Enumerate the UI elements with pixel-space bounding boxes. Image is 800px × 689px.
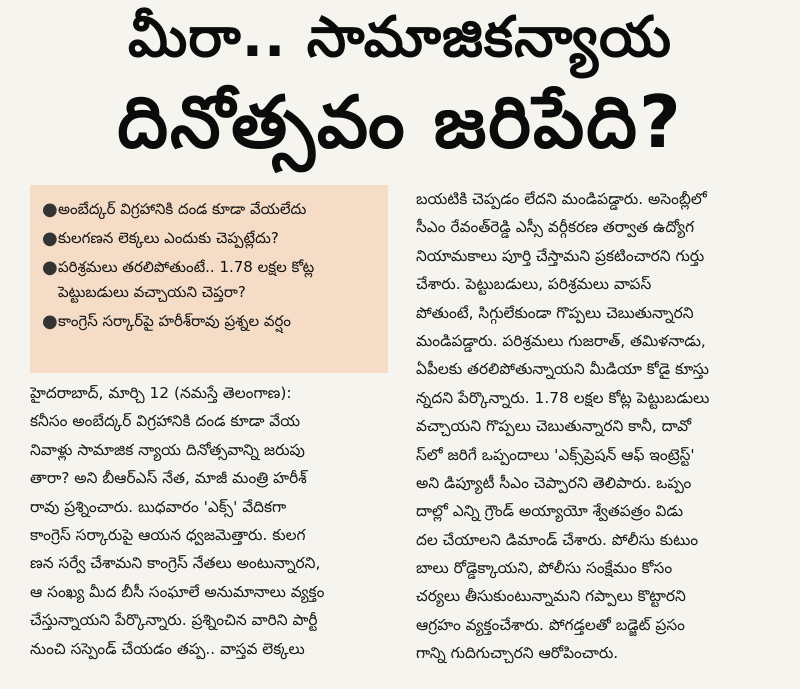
article-line: ఏపీలకు తరలిపోతున్నాయని మీడియా కోడై కూస్తు bbox=[416, 360, 709, 379]
article-line: పోతుంటే, సిగ్గులేకుండా గొప్పలు చెబుతున్నారని bbox=[416, 303, 694, 322]
highlight-item bbox=[42, 197, 378, 222]
headline-line-2: దినోత్సవం జరిపేది? bbox=[117, 80, 683, 164]
highlight-text: అంబేద్కర్ విగ్రహానికి దండ కూడా వేయలేదు bbox=[58, 200, 307, 218]
article-line: అని డిప్యూటీ సీఎం చెప్పారని తెలిపారు. ఒప్పం bbox=[416, 473, 692, 492]
highlight-text: కులగణన లెక్కలు ఎందుకు చెప్పట్లేదు? bbox=[58, 229, 279, 247]
article-line: నుంచి సస్పెండ్ చేయడం తప్ప.. వాస్తవ లెక్కలు bbox=[30, 639, 305, 658]
bullet-icon: ● bbox=[42, 228, 58, 249]
highlight-item bbox=[42, 255, 378, 305]
article-line: ఆ సంఖ్య మీద బీసీ సంఘాలే అనుమానాలు వ్యక్తం bbox=[30, 582, 325, 601]
article-line: దాల్లో ఎన్ని గ్రౌండ్ అయ్యాయో శ్వేతపత్రం విడు bbox=[416, 502, 684, 521]
article-line: నియామకాలు పూర్తి చేస్తామని ప్రకటించారని గుర్తు bbox=[416, 246, 705, 265]
highlight-item bbox=[42, 309, 378, 334]
article-line: ణన సర్వే చేశామని కాంగ్రెస్ నేతలు అంటున్నారని, bbox=[30, 554, 321, 573]
bullet-icon: ● bbox=[42, 257, 58, 278]
article-line: బాలు రోడ్డెక్కాయని, పోలీసు సంక్షేమం కోసం bbox=[416, 559, 673, 578]
article-line: గాన్ని గుదిగుచ్చారని ఆరోపించారు. bbox=[416, 644, 619, 663]
article-line: రావు ప్రశ్నించారు. బుధవారం 'ఎక్స్' వేదికగా bbox=[30, 497, 287, 516]
article-line: నివాళ్లు సామాజిక న్యాయ దినోత్సవాన్ని జరుపు bbox=[30, 440, 305, 459]
highlight-item bbox=[42, 226, 378, 251]
article-line: సీఎం రేవంత్‌రెడ్డి ఎస్సీ వర్గీకరణ తర్వాత ఉద్యోగ bbox=[416, 218, 695, 237]
article-line: వచ్చాయని గొప్పలు చెబుతున్నారని కానీ, దావో bbox=[416, 417, 692, 436]
article-column-right bbox=[416, 185, 776, 668]
highlight-text: కాంగ్రెస్ సర్కార్‌పై హరీశ్‌రావు ప్రశ్నల వర్షం bbox=[58, 312, 292, 330]
article-line: స్‌లో జరిగే ఒప్పందాలు 'ఎక్స్‌ప్రెషన్ ఆఫ్ ఇంట్రెస్ట్' bbox=[416, 445, 695, 464]
article-line: చేస్తున్నాయని పేర్కొన్నారు. ప్రశ్నించిన వారిని పార్టీ bbox=[30, 611, 318, 630]
highlight-text: పరిశ్రమలు తరలిపోతుంటే.. 1.78 లక్షల కోట్ల పెట్టుబడులు వచ్చాయని చెప్తరా? bbox=[58, 258, 315, 301]
article-line: హైదరాబాద్, మార్చి 12 (నమస్తే తెలంగాణ): bbox=[30, 384, 292, 402]
article-line: దల చేయాలని డిమాండ్ చేశారు. పోలీసు కుటుం bbox=[416, 530, 699, 549]
article-line: చేశారు. పెట్టుబడులు, పరిశ్రమలు వాపస్ bbox=[416, 275, 652, 294]
headline-line-1: మీరా.. సామాజికన్యాయ bbox=[127, 5, 672, 70]
article-line: తారా? అని బీఆర్ఎస్ నేత, మాజీ మంత్రి హరీశ్ bbox=[30, 469, 307, 488]
article-line: కనీసం అంబేద్కర్ విగ్రహానికి దండ కూడా వేయ bbox=[30, 412, 301, 431]
highlights-box bbox=[30, 185, 388, 373]
bullet-icon: ● bbox=[42, 199, 58, 220]
article-line: మండిపడ్డారు. పరిశ్రమలు గుజరాత్, తమిళనాడు, bbox=[416, 331, 706, 350]
article-column-left bbox=[30, 379, 390, 663]
article-line: కాంగ్రెస్ సర్కారుపై ఆయన ధ్వజమెత్తారు. కులగ bbox=[30, 525, 306, 544]
bullet-icon: ● bbox=[42, 311, 58, 332]
article-line: ఆగ్రహం వ్యక్తంచేశారు. పోగడ్తలతో బడ్జెట్ ప్రసం bbox=[416, 615, 685, 634]
article-line: చర్యలు తీసుకుంటున్నామని గప్పాలు కొట్టారని bbox=[416, 587, 686, 606]
article-line: న్నదని పేర్కొన్నారు. 1.78 లక్షల కోట్ల పెట్టుబడులు bbox=[416, 388, 710, 407]
article-line: బయటికి చెప్పడం లేదని మండిపడ్డారు. అసెంబ్లీలో bbox=[416, 190, 707, 208]
